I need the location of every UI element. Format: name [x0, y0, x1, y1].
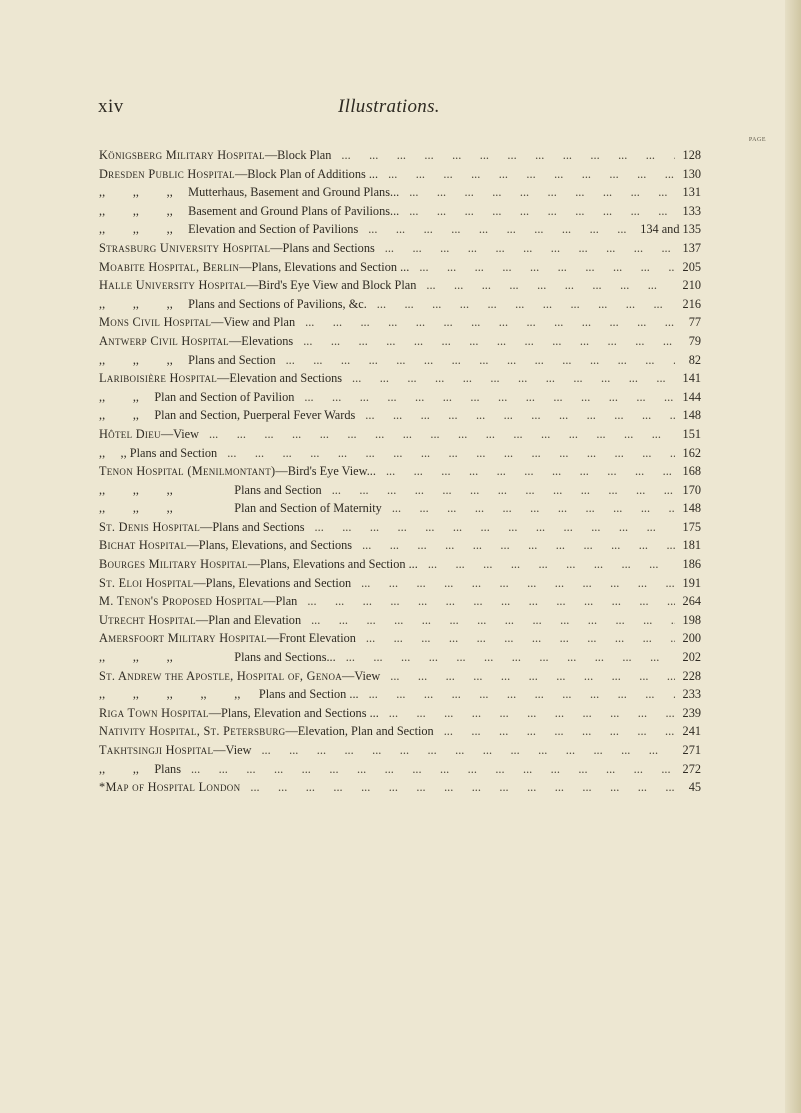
page-ref: 128	[682, 148, 701, 162]
entry-heading: Takhtsingji Hospital	[99, 743, 214, 757]
list-item	[99, 165, 701, 184]
list-item	[99, 778, 701, 797]
entry-description: —Plans, Elevations and Section	[193, 575, 352, 590]
list-item	[99, 406, 701, 425]
leader-dots	[375, 239, 675, 258]
entry-heading: St. Andrew the Apostle, Hospital of, Genoa	[99, 668, 343, 683]
leader-dots	[301, 611, 675, 630]
page-ref: 181	[682, 538, 701, 553]
list-item	[99, 220, 701, 239]
entry-description: —Elevation and Sections	[217, 371, 343, 386]
leader-dots	[352, 536, 675, 555]
page-ref: 168	[682, 464, 701, 479]
page-column-label: PAGE	[748, 137, 766, 143]
page-ref: 162	[682, 445, 701, 460]
list-item	[99, 555, 701, 574]
entry-description: ,, ,, Plans and Section	[99, 445, 218, 460]
entry-label	[99, 444, 217, 463]
entry-label	[99, 295, 367, 314]
entry-description: —Elevation, Plan and Section	[285, 724, 434, 739]
list-item	[99, 258, 701, 277]
entry-description: —Plan	[263, 594, 298, 609]
list-item	[99, 760, 701, 779]
entry-label	[99, 499, 382, 518]
page-ref: 264	[682, 594, 701, 609]
entry-description: ,, ,, ,, Plans and Sections...	[99, 650, 336, 665]
leader-dots	[359, 685, 675, 704]
page-ref: 191	[682, 575, 701, 590]
entry-heading: Antwerp Civil Hospital	[99, 333, 229, 348]
entry-heading: Nativity Hospital, St. Petersburg	[99, 724, 286, 739]
page-ref: 241	[682, 724, 701, 739]
page-ref: 198	[682, 612, 701, 627]
page-ref: 77	[688, 315, 701, 330]
entry-label	[99, 183, 399, 202]
entry-description: ,, ,, Plan and Section, Puerperal Fever Wards	[99, 408, 356, 423]
page-ref: 202	[682, 650, 701, 665]
entry-label	[99, 369, 342, 388]
entry-description: —View	[213, 743, 252, 757]
page-ref: 210	[682, 278, 701, 293]
leader-dots	[434, 722, 675, 741]
entry-label	[99, 592, 297, 611]
entry-label	[99, 481, 322, 500]
entry-label	[99, 351, 276, 370]
entry-description: —Plans, Elevation and Sections ...	[208, 705, 379, 720]
page-ref: 144	[682, 389, 701, 404]
list-item	[99, 667, 701, 686]
entry-description: —View	[160, 426, 200, 441]
leader-dots	[181, 760, 675, 779]
list-item	[99, 592, 701, 611]
leader-dots	[416, 276, 675, 295]
entry-label	[99, 165, 378, 184]
entry-label	[99, 704, 379, 723]
leader-dots	[355, 406, 675, 425]
entry-heading: Königsberg Military Hospital	[99, 148, 265, 162]
list-item	[99, 183, 701, 202]
leader-dots	[380, 667, 675, 686]
list-item	[99, 462, 701, 481]
entry-description: —Plans, Elevations and Section ...	[247, 557, 418, 572]
list-item	[99, 685, 701, 704]
page-ref: 233	[682, 687, 701, 702]
page-ref: 45	[688, 780, 701, 795]
entry-heading: Halle University Hospital	[99, 278, 247, 293]
entry-description: —Block Plan	[264, 148, 332, 162]
list-item	[99, 239, 701, 258]
list-item	[99, 388, 701, 407]
leader-dots	[409, 258, 675, 277]
leader-dots	[378, 165, 675, 184]
page-ref: 79	[688, 333, 701, 348]
list-item	[99, 332, 701, 351]
entry-heading: St. Denis Hospital	[99, 519, 201, 534]
list-item	[99, 276, 701, 295]
list-item	[99, 444, 701, 463]
leader-dots	[379, 704, 675, 723]
entry-description: —Elevations	[228, 333, 294, 348]
entry-label	[99, 667, 380, 686]
entry-label	[99, 276, 416, 295]
leader-dots	[297, 592, 675, 611]
list-item	[99, 704, 701, 723]
entry-description: ,, ,, Plan and Section of Pavilion	[99, 389, 295, 404]
entry-description: ,, ,, Plans	[99, 761, 181, 776]
entry-label	[99, 760, 181, 779]
entry-description: ,, ,, ,, Basement and Ground Plans of Pavilions...	[99, 203, 400, 218]
entry-description: —Front Elevation	[266, 631, 356, 646]
entry-label	[99, 722, 434, 741]
page-ref: 170	[682, 482, 701, 497]
list-item	[99, 629, 701, 648]
entry-heading: Utrecht Hospital	[99, 612, 196, 627]
page-ref: 205	[682, 259, 701, 274]
entry-description: ,, ,, ,, Elevation and Section of Pavilions	[99, 222, 359, 237]
entry-heading: Tenon Hospital (Menilmontant)	[99, 464, 276, 479]
list-item	[99, 351, 701, 370]
leader-dots	[336, 648, 675, 667]
page-ref: 141	[682, 371, 701, 386]
leader-dots	[351, 574, 675, 593]
entry-description: —Plans and Sections	[200, 519, 305, 534]
leader-dots	[382, 499, 675, 518]
entry-heading: Mons Civil Hospital	[99, 315, 212, 330]
leader-dots	[367, 295, 675, 314]
page-ref: 148	[682, 501, 701, 516]
page-ref: 130	[682, 166, 701, 181]
entry-heading: Hôtel Dieu	[99, 426, 161, 441]
leader-dots	[399, 202, 675, 221]
entry-label	[99, 555, 418, 574]
page-header	[98, 96, 698, 126]
page-ref: 216	[682, 296, 701, 311]
page-ref: 186	[682, 557, 701, 572]
leader-dots	[199, 425, 675, 444]
page-ref: 272	[682, 761, 701, 776]
entry-heading: Dresden Public Hospital	[99, 166, 235, 181]
page-ref: 228	[682, 668, 701, 683]
entry-heading: *Map of Hospital London	[99, 780, 241, 795]
entry-description: —View and Plan	[211, 315, 296, 330]
list-item	[99, 146, 701, 165]
entry-label	[99, 685, 359, 704]
list-item	[99, 202, 701, 221]
page-ref: 175	[682, 519, 701, 534]
page-ref: 131	[682, 185, 701, 200]
entry-label	[99, 313, 295, 332]
entry-description: —Plans, Elevations, and Sections	[186, 538, 353, 553]
page-ref: 82	[688, 352, 701, 367]
leader-dots	[276, 351, 675, 370]
leader-dots	[322, 481, 675, 500]
entry-description: ,, ,, ,, Plan and Section of Maternity	[99, 501, 382, 516]
entry-heading: St. Eloi Hospital	[99, 575, 194, 590]
page-ref: 271	[682, 743, 701, 757]
list-item	[99, 536, 701, 555]
entry-description: ,, ,, ,, Plans and Section	[99, 482, 322, 497]
list-item	[99, 518, 701, 537]
entry-label	[99, 518, 305, 537]
entry-description: ,, ,, ,, ,, ,, Plans and Section ...	[99, 687, 359, 702]
list-item	[99, 499, 701, 518]
entry-label	[99, 258, 409, 277]
entry-heading: Riga Town Hospital	[99, 705, 209, 720]
entry-label	[99, 425, 199, 444]
page-ref: 134 and 135	[640, 222, 701, 237]
entry-label	[99, 536, 352, 555]
entry-label	[99, 146, 331, 165]
entry-label	[99, 462, 376, 481]
list-item	[99, 295, 701, 314]
page-ref: 137	[682, 240, 701, 255]
leader-dots	[217, 444, 675, 463]
entry-heading: Lariboisière Hospital	[99, 371, 218, 386]
list-item	[99, 313, 701, 332]
page-ref: 133	[682, 203, 701, 218]
entry-description: —Bird's Eye View...	[275, 464, 376, 479]
page-ref: 151	[682, 426, 701, 441]
leader-dots	[342, 369, 675, 388]
leader-dots	[331, 146, 675, 165]
page-edge-shadow	[785, 0, 801, 1113]
entry-description: ,, ,, ,, Mutterhaus, Basement and Ground Plans...	[99, 185, 400, 200]
entry-label	[99, 629, 356, 648]
leader-dots	[294, 388, 675, 407]
leader-dots	[376, 462, 675, 481]
running-title: Illustrations.	[338, 96, 440, 117]
entry-label	[99, 332, 293, 351]
entry-heading: Amersfoort Military Hospital	[99, 631, 267, 646]
entry-heading: Strasburg University Hospital	[99, 240, 271, 255]
entry-label	[99, 202, 399, 221]
list-item	[99, 481, 701, 500]
entry-label	[99, 648, 336, 667]
entry-description: —View	[342, 668, 381, 683]
leader-dots	[295, 313, 675, 332]
entry-description: ,, ,, ,, Plans and Sections of Pavilions, &c.	[99, 296, 367, 311]
entry-label	[99, 388, 294, 407]
list-item	[99, 722, 701, 741]
entry-description: —Plan and Elevation	[195, 612, 302, 627]
list-item	[99, 611, 701, 630]
entry-heading: Bichat Hospital	[99, 538, 187, 553]
entry-description: —Bird's Eye View and Block Plan	[246, 278, 417, 293]
page-number: xiv	[98, 96, 124, 117]
entry-description: —Plans, Elevations and Section ...	[239, 259, 410, 274]
leader-dots	[358, 220, 640, 239]
leader-dots	[356, 629, 675, 648]
entry-label	[99, 778, 240, 797]
page-ref: 239	[682, 705, 701, 720]
entry-label	[99, 239, 375, 258]
entry-label	[99, 220, 358, 239]
leader-dots	[399, 183, 675, 202]
list-item	[99, 648, 701, 667]
list-item	[99, 425, 701, 444]
entry-label	[99, 574, 351, 593]
leader-dots	[240, 778, 675, 797]
leader-dots	[305, 518, 675, 537]
list-item	[99, 369, 701, 388]
leader-dots	[293, 332, 675, 351]
entry-heading: Moabite Hospital, Berlin	[99, 259, 240, 274]
entry-label	[99, 611, 301, 630]
list-item	[99, 574, 701, 593]
entry-label	[99, 741, 251, 760]
entry-heading: M. Tenon's Proposed Hospital	[99, 594, 264, 609]
entry-label	[99, 406, 355, 425]
leader-dots	[251, 741, 675, 760]
entry-heading: Bourges Military Hospital	[99, 557, 248, 572]
leader-dots	[418, 555, 675, 574]
entry-description: —Plans and Sections	[270, 240, 375, 255]
list-item	[99, 741, 701, 760]
page-ref: 200	[682, 631, 701, 646]
page-ref: 148	[682, 408, 701, 423]
entry-description: ,, ,, ,, Plans and Section	[99, 352, 276, 367]
entry-description: —Block Plan of Additions ...	[234, 166, 379, 181]
illustrations-list	[99, 146, 701, 797]
